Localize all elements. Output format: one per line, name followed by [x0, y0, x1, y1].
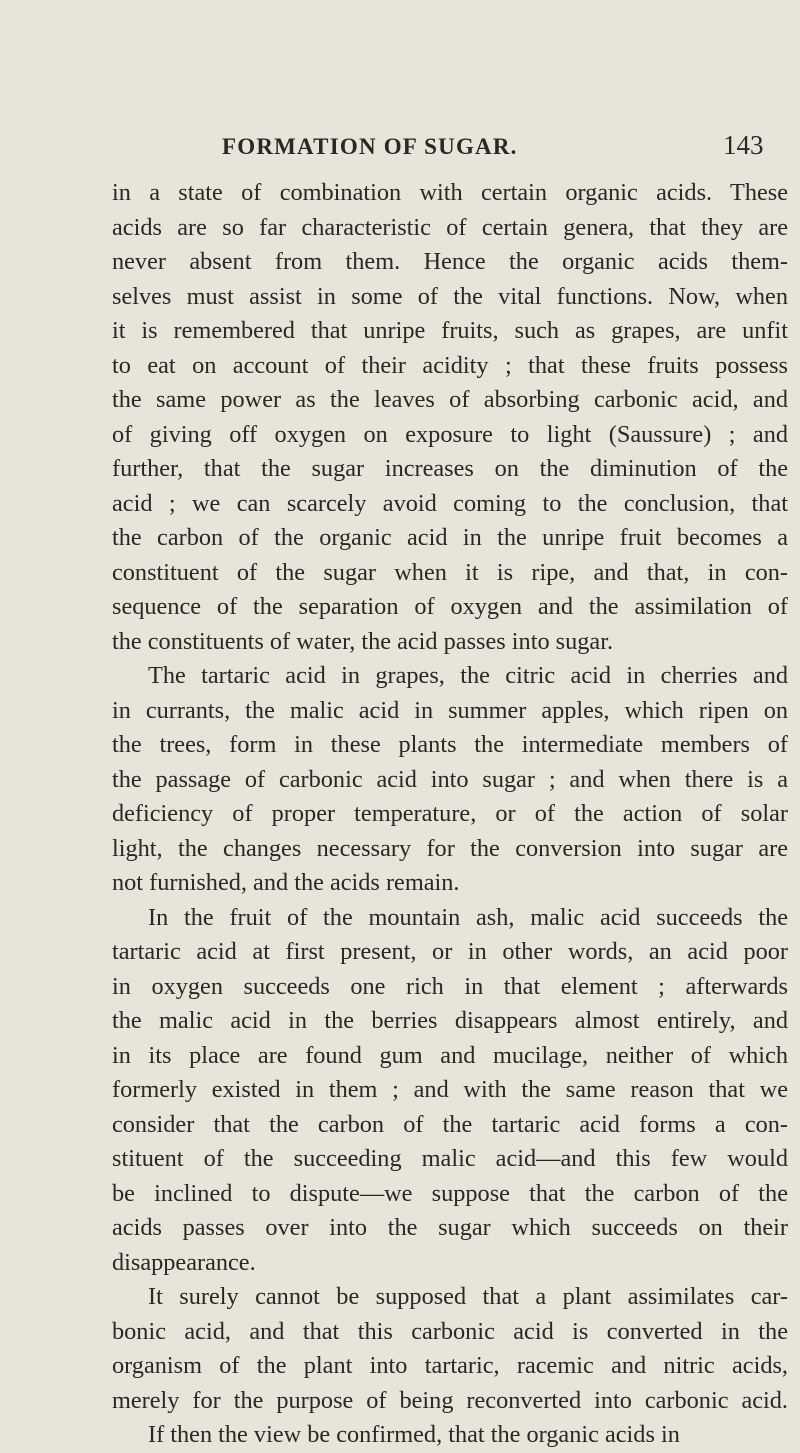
- text-line: further, that the sugar increases on the diminution of the: [112, 455, 788, 482]
- text-line: the malic acid in the berries disappears almost entirely, and: [112, 1007, 788, 1034]
- text-line: tartaric acid at first present, or in other words, an acid poor: [112, 938, 788, 965]
- text-line: of giving off oxygen on exposure to light (Saussure) ; and: [112, 420, 788, 448]
- body-text: [112, 176, 788, 1453]
- text-line: selves must assist in some of the vital functions. Now, when: [112, 282, 788, 310]
- text-line: merely for the purpose of being reconverted into carbonic acid.: [112, 1386, 788, 1414]
- text-line: the trees, form in these plants the intermediate members of: [112, 731, 788, 758]
- text-line: it is remembered that unripe fruits, such as grapes, are unfit: [112, 317, 788, 344]
- text-line: formerly existed in them ; and with the same reason that we: [112, 1076, 788, 1103]
- text-line: in its place are found gum and mucilage, neither of which: [112, 1041, 788, 1069]
- text-line: the passage of carbonic acid into sugar ; and when there is a: [112, 765, 788, 793]
- text-line: the same power as the leaves of absorbing carbonic acid, and: [112, 386, 788, 413]
- text-line: light, the changes necessary for the conversion into sugar are: [112, 834, 788, 862]
- text-line: acids are so far characteristic of certain genera, that they are: [112, 213, 788, 241]
- text-line: In the fruit of the mountain ash, malic acid succeeds the: [148, 903, 788, 931]
- text-line: It surely cannot be supposed that a plant assimilates car-: [148, 1283, 788, 1310]
- text-line: acids passes over into the sugar which succeeds on their: [112, 1214, 788, 1241]
- text-line: to eat on account of their acidity ; that these fruits possess: [112, 351, 788, 379]
- text-line: in oxygen succeeds one rich in that element ; afterwards: [112, 972, 788, 1000]
- page-header: [0, 130, 800, 170]
- text-line: the carbon of the organic acid in the unripe fruit becomes a: [112, 524, 788, 551]
- text-line: consider that the carbon of the tartaric acid forms a con-: [112, 1110, 788, 1138]
- text-line: deficiency of proper temperature, or of the action of solar: [112, 800, 788, 827]
- text-line: acid ; we can scarcely avoid coming to the conclusion, that: [112, 489, 788, 517]
- text-line: stituent of the succeeding malic acid—and this few would: [112, 1145, 788, 1172]
- text-line: sequence of the separation of oxygen and the assimilation of: [112, 593, 788, 620]
- text-line: not furnished, and the acids remain.: [112, 869, 460, 896]
- text-line: in currants, the malic acid in summer apples, which ripen on: [112, 696, 788, 724]
- text-line: bonic acid, and that this carbonic acid is converted in the: [112, 1317, 788, 1345]
- text-line: If then the view be confirmed, that the organic acids in: [148, 1421, 680, 1448]
- text-line: be inclined to dispute—we suppose that the carbon of the: [112, 1179, 788, 1207]
- text-line: The tartaric acid in grapes, the citric acid in cherries and: [148, 662, 788, 689]
- text-line: constituent of the sugar when it is ripe, and that, in con-: [112, 558, 788, 586]
- text-line: the constituents of water, the acid passes into sugar.: [112, 627, 614, 655]
- text-line: never absent from them. Hence the organic acids them-: [112, 248, 788, 275]
- text-line: organism of the plant into tartaric, racemic and nitric acids,: [112, 1352, 788, 1379]
- text-line: disappearance.: [112, 1248, 256, 1276]
- text-line: in a state of combination with certain organic acids. These: [112, 179, 788, 206]
- running-title: FORMATION OF SUGAR.: [222, 134, 518, 159]
- page-number: 143: [723, 130, 764, 160]
